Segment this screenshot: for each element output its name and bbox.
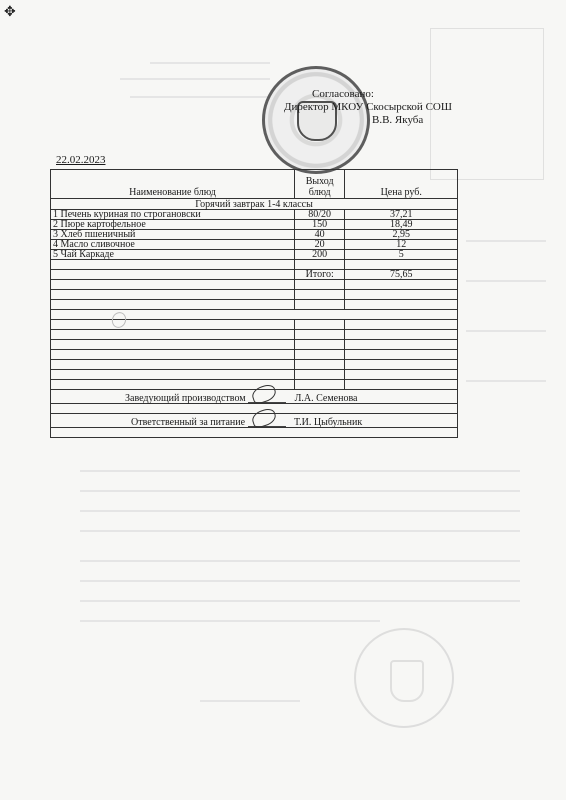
signature-mark <box>248 390 286 403</box>
dish-price: 2,95 <box>345 230 458 240</box>
bleed-line <box>80 600 520 602</box>
responsible-name: Т.И. Цыбульник <box>294 417 363 428</box>
empty-row <box>51 428 458 438</box>
empty-row <box>51 350 458 360</box>
empty-row <box>51 260 458 270</box>
dish-yield: 80/20 <box>294 210 345 220</box>
dish-price: 37,21 <box>345 210 458 220</box>
empty-row <box>51 300 458 310</box>
bleed-line <box>130 96 270 98</box>
bleed-line <box>80 560 520 562</box>
dish-name: 2 Пюре картофельное <box>51 220 295 230</box>
dish-price: 12 <box>345 240 458 250</box>
approval-name: В.В. Якуба <box>372 114 424 126</box>
section-row <box>51 199 458 210</box>
header-yield: Выход блюд <box>294 170 345 199</box>
table-row <box>51 240 458 250</box>
corner-mark-icon: ✥ <box>4 5 16 20</box>
empty-row <box>51 370 458 380</box>
empty-row <box>51 380 458 390</box>
bleed-line <box>80 470 520 472</box>
total-label: Итого: <box>294 270 345 280</box>
menu-table <box>50 169 458 438</box>
signature-row-responsible <box>51 414 458 428</box>
dish-name: 1 Печень куриная по строгановски <box>51 210 295 220</box>
empty-row <box>51 340 458 350</box>
bleed-line <box>80 510 520 512</box>
dish-yield: 40 <box>294 230 345 240</box>
bleed-line <box>120 78 270 80</box>
dish-name: 3 Хлеб пшеничный <box>51 230 295 240</box>
empty-row <box>51 404 458 414</box>
approval-block <box>284 88 452 127</box>
table-header-row <box>51 170 458 199</box>
bleed-line <box>80 530 520 532</box>
bleed-line <box>200 700 300 702</box>
bleed-line <box>466 280 546 282</box>
dish-yield: 200 <box>294 250 345 260</box>
total-value: 75,65 <box>345 270 458 280</box>
responsible-label: Ответственный за питание <box>131 417 246 428</box>
bleed-line <box>80 620 380 622</box>
signature-mark <box>248 414 286 427</box>
approval-title: Согласовано: <box>312 88 374 100</box>
bleed-line <box>466 380 546 382</box>
empty-row <box>51 360 458 370</box>
header-name: Наименование блюд <box>51 170 295 199</box>
document-date: 22.02.2023 <box>56 154 106 166</box>
dish-yield: 20 <box>294 240 345 250</box>
bleed-line <box>466 330 546 332</box>
table-row <box>51 210 458 220</box>
signature-row-head <box>51 390 458 404</box>
head-label: Заведующий производством <box>125 393 246 404</box>
table-row <box>51 250 458 260</box>
dish-yield: 150 <box>294 220 345 230</box>
empty-row <box>51 330 458 340</box>
head-name: Л.А. Семенова <box>294 393 358 404</box>
approval-position: Директор МКОУ Скосырской СОШ <box>284 101 452 113</box>
dish-name: 5 Чай Каркаде <box>51 250 295 260</box>
header-price: Цена руб. <box>345 170 458 199</box>
bleed-stamp <box>354 628 454 728</box>
dish-name: 4 Масло сливочное <box>51 240 295 250</box>
empty-row <box>51 280 458 290</box>
section-title: Горячий завтрак 1-4 классы <box>51 199 458 210</box>
bleed-line <box>80 580 520 582</box>
dish-price: 18,49 <box>345 220 458 230</box>
empty-row <box>51 290 458 300</box>
bleed-line <box>466 240 546 242</box>
bleed-line <box>150 62 270 64</box>
dish-price: 5 <box>345 250 458 260</box>
bleed-line <box>80 490 520 492</box>
table-row <box>51 230 458 240</box>
total-row <box>51 270 458 280</box>
table-row <box>51 220 458 230</box>
